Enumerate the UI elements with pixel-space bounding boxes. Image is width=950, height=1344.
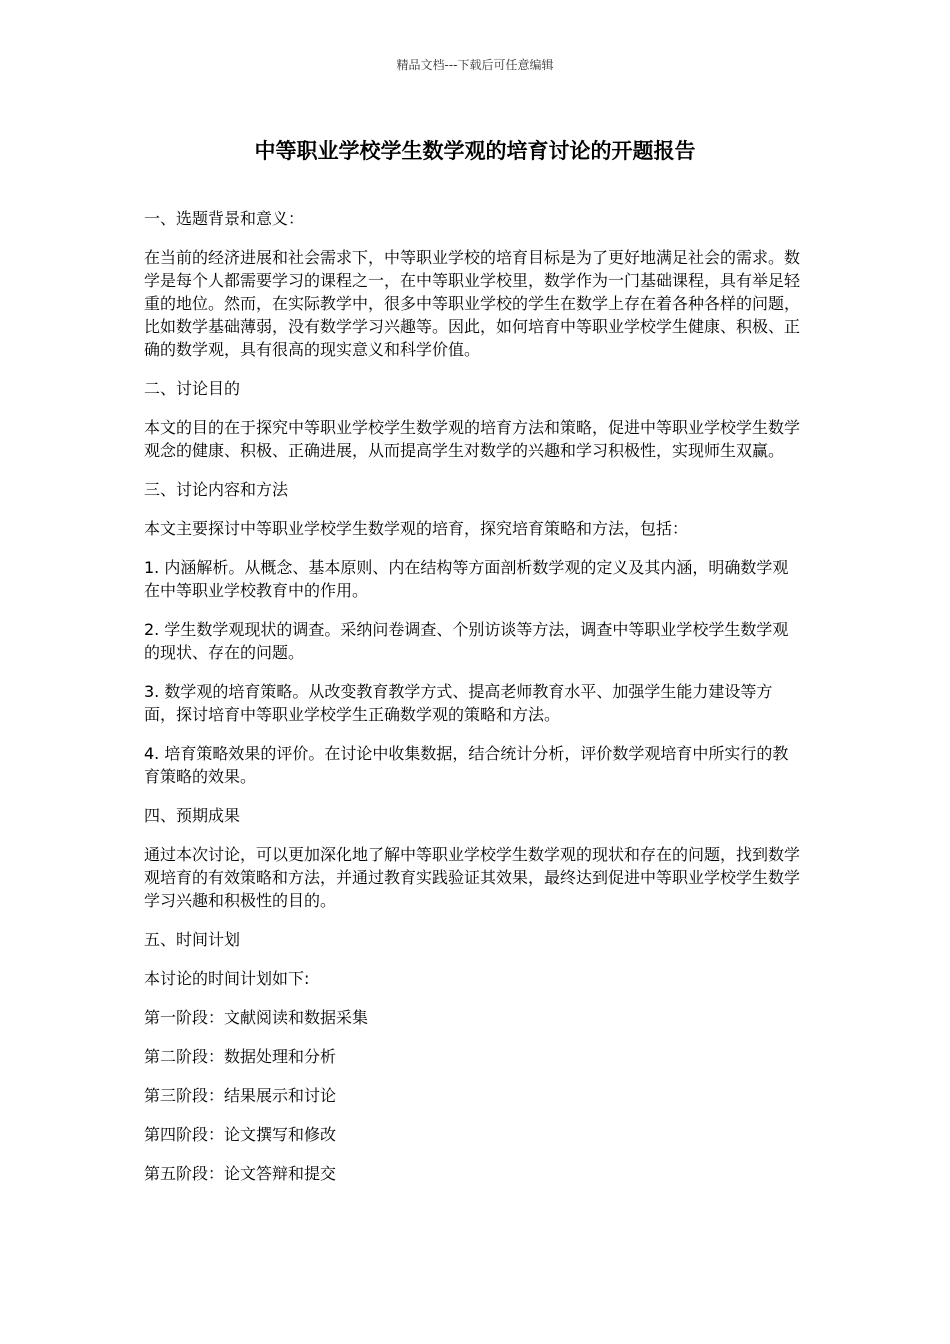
schedule-stage-4: 第四阶段：论文撰写和修改 <box>144 1125 337 1144</box>
section-heading-background: 一、选题背景和意义： <box>144 209 305 228</box>
section-intro-content-methods: 本文主要探讨中等职业学校学生数学观的培育，探究培育策略和方法，包括： <box>144 519 689 538</box>
document-title: 中等职业学校学生数学观的培育讨论的开题报告 <box>254 139 696 163</box>
schedule-stage-1: 第一阶段：文献阅读和数据采集 <box>144 1008 369 1027</box>
list-item-survey: 2. 学生数学观现状的调查。采纳问卷调查、个别访谈等方法，调查中等职业学校学生数学观的现状、存在的问题。 <box>144 620 789 662</box>
section-heading-purpose: 二、讨论目的 <box>144 379 241 398</box>
schedule-stage-5: 第五阶段：论文答辩和提交 <box>144 1164 337 1183</box>
schedule-stage-2: 第二阶段：数据处理和分析 <box>144 1047 337 1066</box>
header-note: 精品文档---下载后可任意编辑 <box>396 58 554 72</box>
document-body <box>144 207 804 1201</box>
section-heading-content-methods: 三、讨论内容和方法 <box>144 480 289 499</box>
list-item-strategy: 3. 数学观的培育策略。从改变教育教学方式、提高老师教育水平、加强学生能力建设等方面，探讨培育中等职业学校学生正确数学观的策略和方法。 <box>144 682 773 724</box>
section-intro-schedule: 本讨论的时间计划如下: <box>144 969 310 988</box>
section-heading-schedule: 五、时间计划 <box>144 930 241 949</box>
section-heading-expected-results: 四、预期成果 <box>144 806 241 825</box>
schedule-stage-3: 第三阶段：结果展示和讨论 <box>144 1086 337 1105</box>
list-item-evaluation: 4. 培育策略效果的评价。在讨论中收集数据，结合统计分析，评价数学观培育中所实行的教育策略的效果。 <box>144 744 789 786</box>
section-body-expected-results: 通过本次讨论，可以更加深化地了解中等职业学校学生数学观的现状和存在的问题，找到数学观培育的有效策略和方法，并通过教育实践验证其效果，最终达到促进中等职业学校学生数学学习兴趣和积极性的目的。 <box>144 845 801 910</box>
section-body-purpose: 本文的目的在于探究中等职业学校学生数学观的培育方法和策略，促进中等职业学校学生数学观念的健康、积极、正确进展，从而提高学生对数学的兴趣和学习积极性，实现师生双赢。 <box>144 418 801 460</box>
section-body-background: 在当前的经济进展和社会需求下，中等职业学校的培育目标是为了更好地满足社会的需求。数学是每个人都需要学习的课程之一，在中等职业学校里，数学作为一门基础课程，具有举足轻重的地位。然而，在实际教学中，很多中等职业学校的学生在数学上存在着各种各样的问题，比如数学基础薄弱，没有数学学习兴趣等。因此，如何培育中等职业学校学生健康、积极、正确的数学观，具有很高的现实意义和科学价值。 <box>144 248 801 359</box>
list-item-connotation: 1. 内涵解析。从概念、基本原则、内在结构等方面剖析数学观的定义及其内涵，明确数学观在中等职业学校教育中的作用。 <box>144 558 789 600</box>
